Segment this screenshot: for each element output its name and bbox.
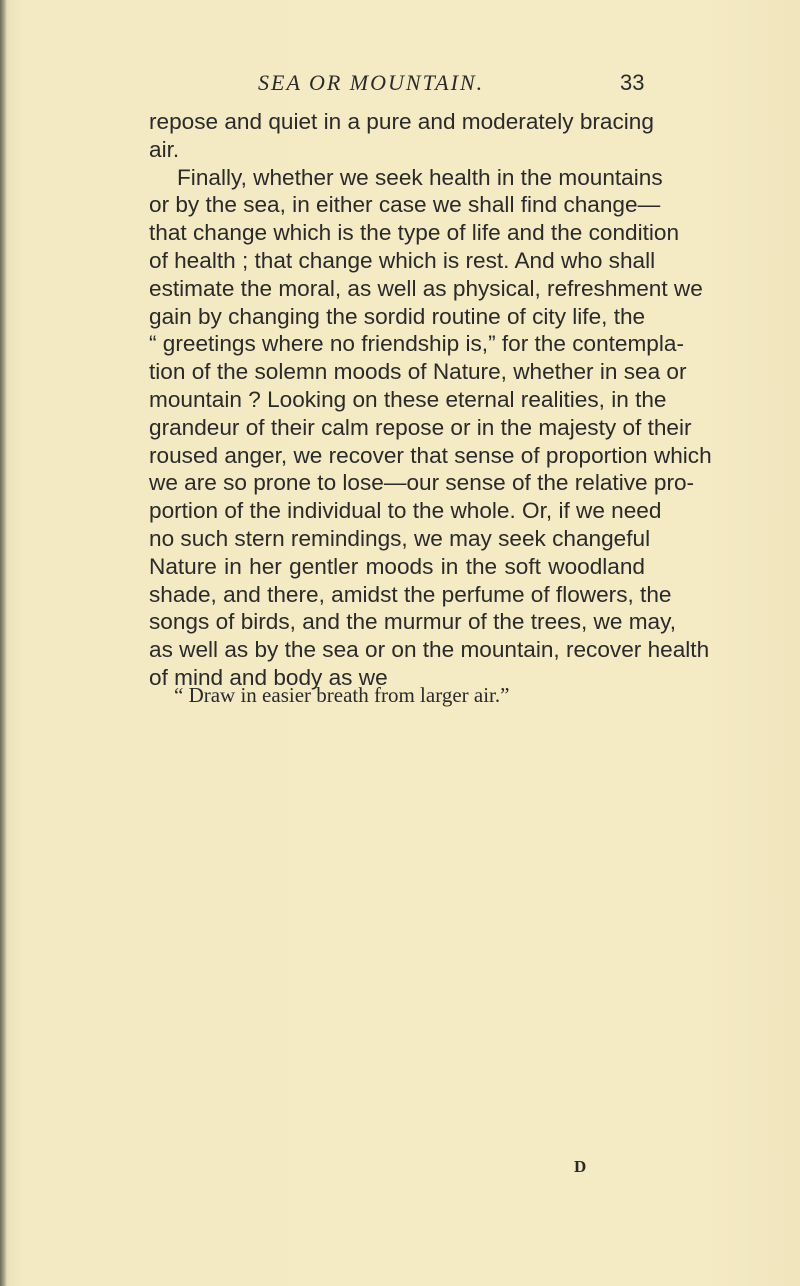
text-line: estimate the moral, as well as physical, refreshment we <box>149 275 703 301</box>
text-line: Nature in her gentler moods in the soft woodland <box>149 553 645 579</box>
running-title: SEA OR MOUNTAIN. <box>258 70 485 95</box>
text-line: of health ; that change which is rest. And who shall <box>149 247 656 273</box>
quotation: “ Draw in easier breath from larger air.” <box>174 683 510 707</box>
text-line: that change which is the type of life and the condition <box>149 220 680 246</box>
text-line: songs of birds, and the murmur of the trees, we may, <box>149 609 677 635</box>
signature-mark: D <box>574 1157 587 1176</box>
text-line: grandeur of their calm repose or in the majesty of their <box>149 414 692 440</box>
text-line: or by the sea, in either case we shall find change— <box>149 192 661 218</box>
text-line: shade, and there, amidst the perfume of flowers, the <box>149 581 672 607</box>
page-number: 33 <box>620 70 645 95</box>
body-text <box>149 108 712 692</box>
text-line: no such stern remindings, we may seek changeful <box>149 525 651 551</box>
text-line: tion of the solemn moods of Nature, whether in sea or <box>149 359 687 385</box>
text-line: air. <box>149 136 180 162</box>
text-line: roused anger, we recover that sense of proportion which <box>149 442 712 468</box>
page-edge <box>0 0 7 1286</box>
text-line: gain by changing the sordid routine of city life, the <box>149 303 646 329</box>
running-head <box>258 68 658 98</box>
text-line: of mind and body as we <box>149 664 388 690</box>
text-line: Finally, whether we seek health in the mountains <box>177 164 663 190</box>
text-line: mountain ? Looking on these eternal realities, in the <box>149 386 667 412</box>
text-line: as well as by the sea or on the mountain, recover health <box>149 637 710 663</box>
text-line: portion of the individual to the whole. Or, if we need <box>149 498 662 524</box>
text-line: “ greetings where no friendship is,” for the contempla- <box>149 331 684 357</box>
text-line: repose and quiet in a pure and moderately bracing <box>149 109 654 134</box>
text-line: we are so prone to lose—our sense of the relative pro- <box>149 470 695 496</box>
